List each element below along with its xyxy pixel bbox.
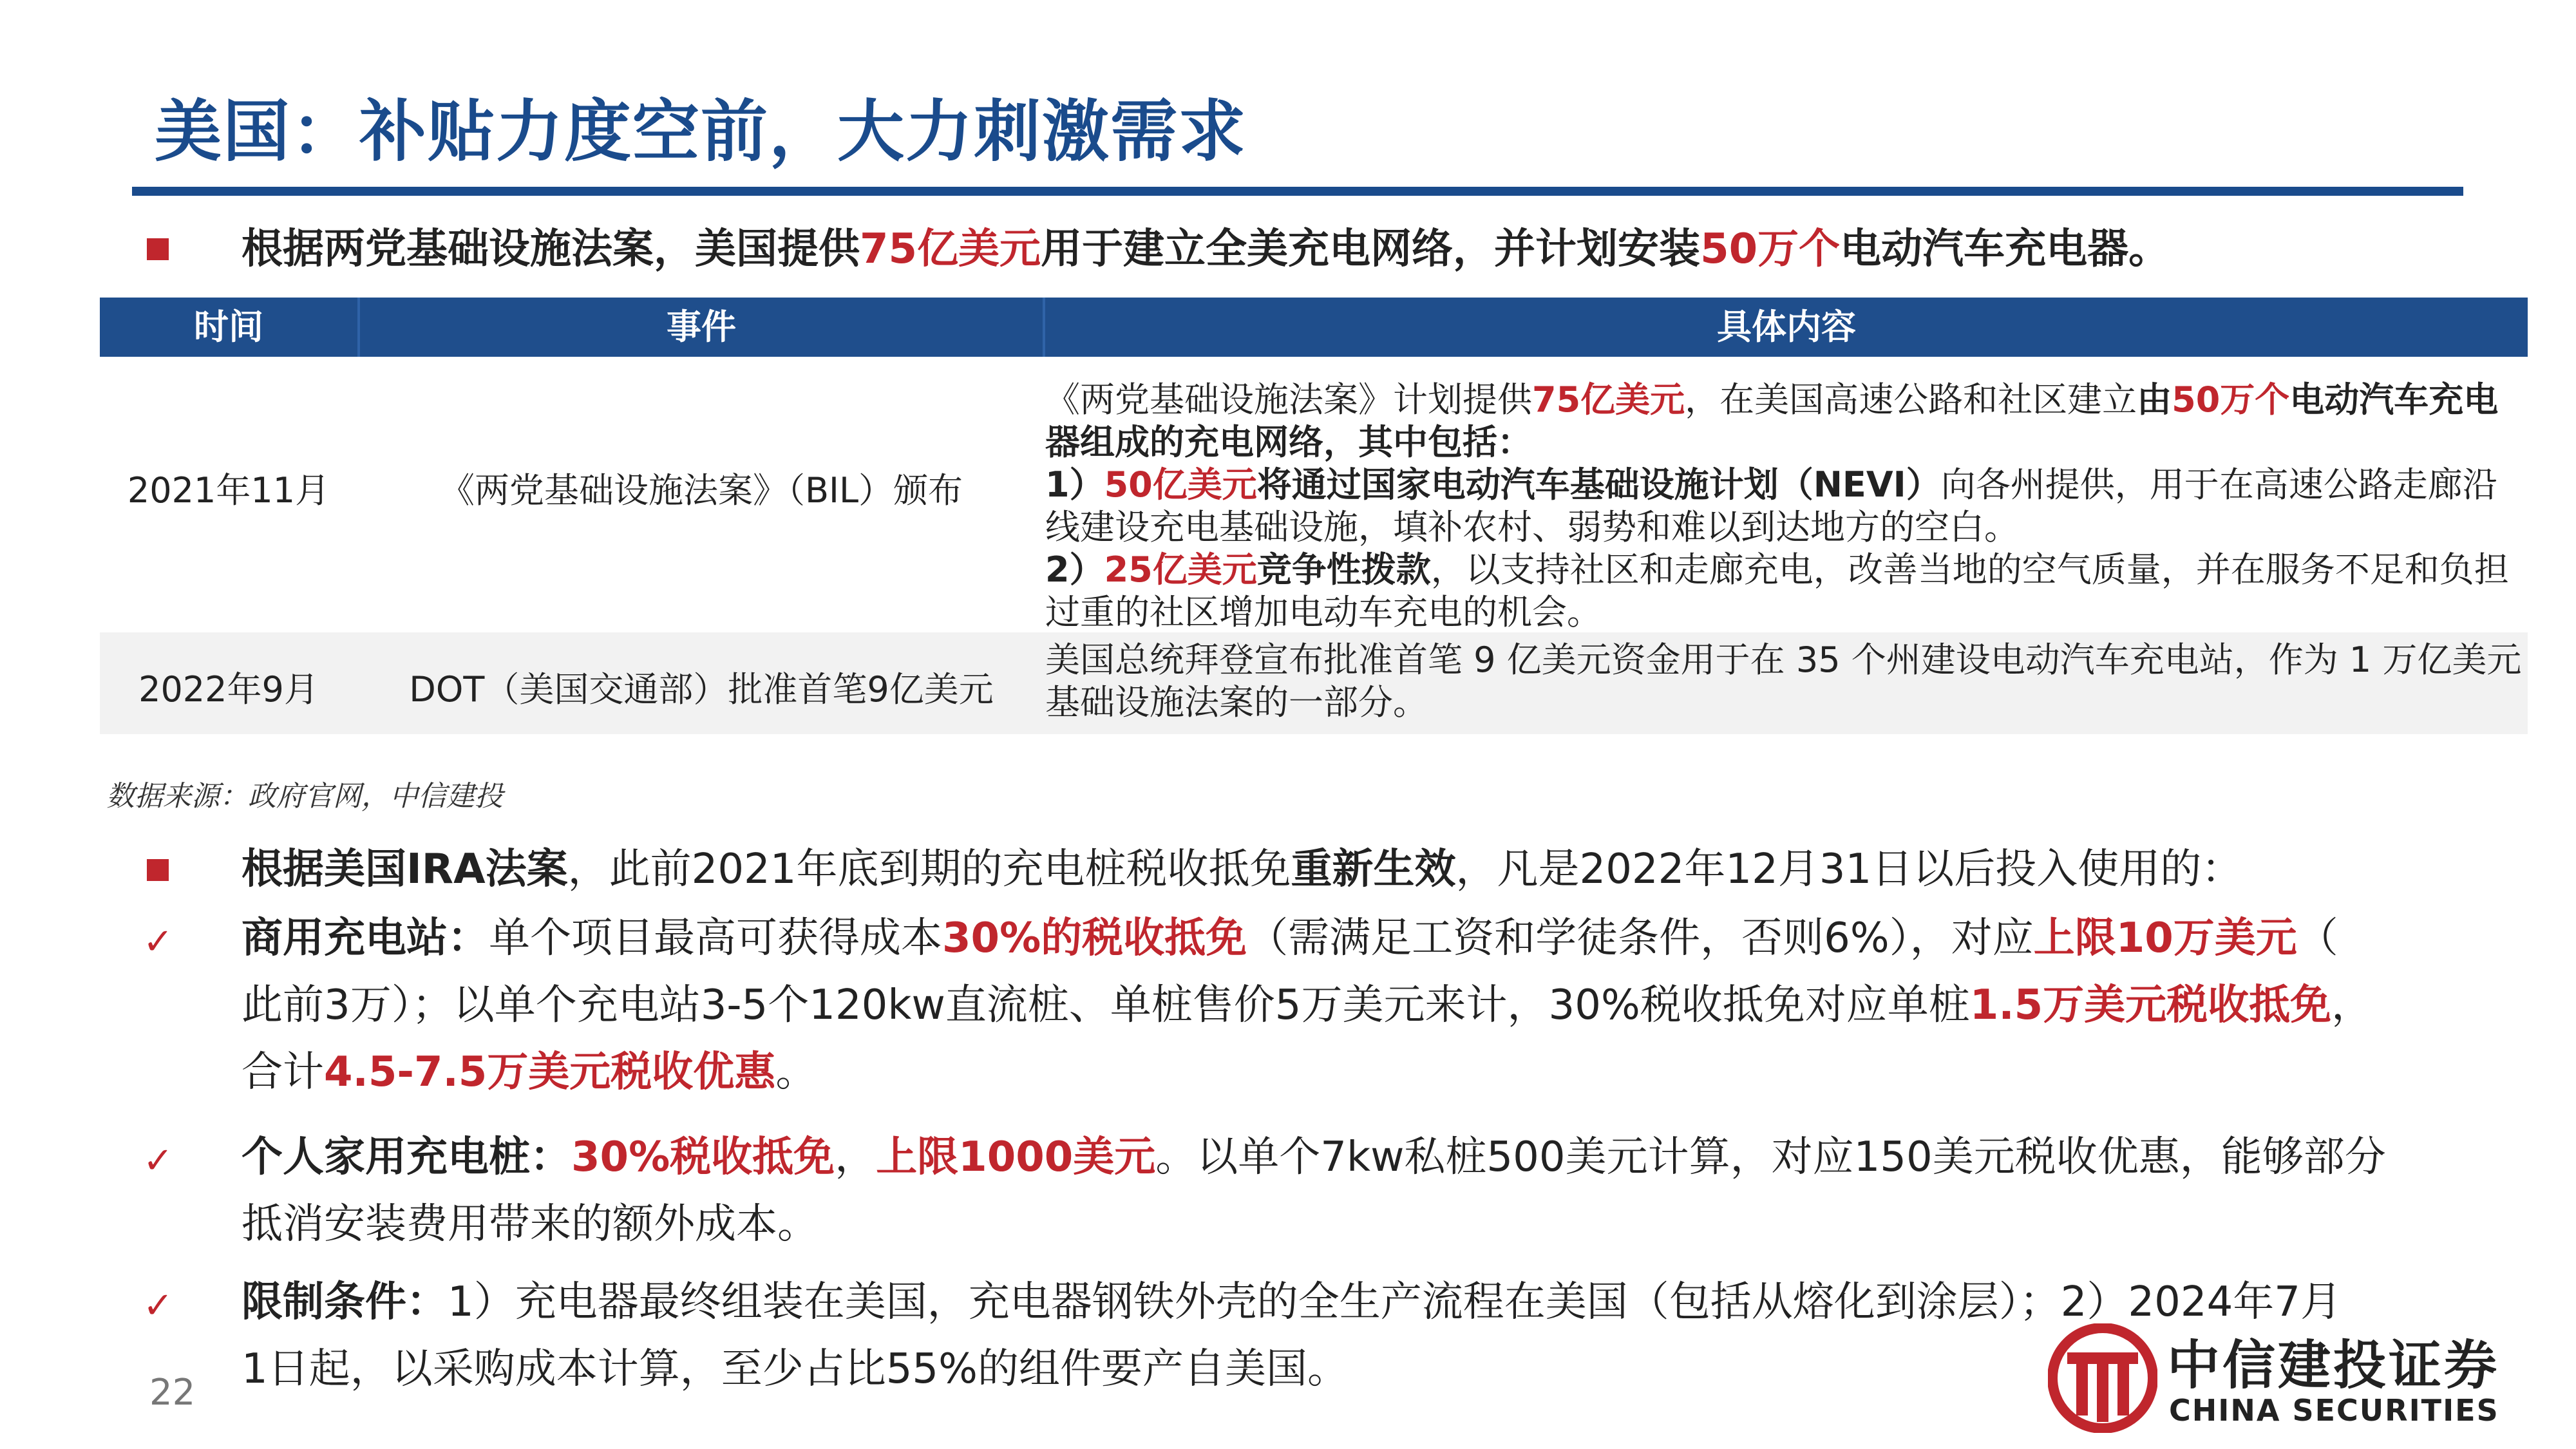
cell-content	[1045, 379, 2526, 634]
check-2-line: 抵消安装费用带来的额外成本。	[242, 1200, 819, 1248]
content-text: 向各州提供，用于在高速公路走廊沿	[1940, 464, 2497, 505]
bullet-1-text	[242, 216, 2170, 283]
bullet-1-highlight-count: 50万个	[1700, 225, 1841, 273]
header-event: 事件	[667, 307, 736, 347]
content-line: 美国总统拜登宣布批准首笔 9 亿美元资金用于在 35 个州建设电动汽车充电站，作为 1 万亿美元	[1045, 639, 2522, 680]
content-line: 过重的社区增加电动车充电的机会。	[1045, 592, 1602, 632]
content-line: 线建设充电基础设施，填补农村、弱势和难以到达地方的空白。	[1045, 507, 2019, 547]
content-highlight: 50亿美元	[1104, 464, 1257, 505]
table-row	[100, 357, 2528, 632]
cell-event: DOT（美国交通部）批准首笔9亿美元	[409, 669, 994, 710]
bullet-1-part: 电动汽车充电器。	[1840, 225, 2170, 273]
check-3-part: 1）充电器最终组装在美国，充电器钢铁外壳的全生产流程在美国（包括从熔化到涂层）；2）2024年7月	[448, 1278, 2342, 1326]
content-bold: 竞争性拨款	[1256, 549, 1431, 590]
check-1-part: （需满足工资和学徒条件，否则6%），对应	[1247, 914, 2034, 962]
content-line	[1045, 464, 2526, 506]
check-2-highlight: 30%税收抵免	[571, 1133, 835, 1181]
logo-chinese-name: 中信建投证券	[2167, 1335, 2500, 1396]
header-content: 具体内容	[1717, 307, 1856, 347]
content-line	[1045, 549, 2526, 591]
check-1-highlight: 上限10万美元	[2033, 914, 2297, 962]
content-line: 基础设施法案的一部分。	[1045, 682, 1428, 723]
checkmark-icon: ✓	[143, 1285, 173, 1327]
page-title: 美国：补贴力度空前，大力刺激需求	[155, 92, 1247, 171]
square-bullet-icon	[147, 859, 169, 881]
check-1-part: 。	[775, 1048, 817, 1096]
content-text: ，在美国高速公路和社区建立	[1685, 379, 2137, 420]
cell-time: 2021年11月	[127, 470, 330, 511]
title-underline	[132, 187, 2463, 196]
content-bold: 将通过国家电动汽车基础设施计划（NEVI）	[1256, 464, 1941, 505]
cell-time: 2022年9月	[138, 669, 319, 710]
content-highlight: 25亿美元	[1104, 549, 1257, 590]
check-1-part: ，	[2331, 981, 2373, 1029]
bullet-2-part: ，此前2021年底到期的充电桩税收抵免	[567, 846, 1291, 893]
company-logo	[2048, 1323, 2500, 1433]
content-line: 器组成的充电网络，其中包括：	[1045, 422, 1532, 462]
content-highlight: 50万个	[2172, 379, 2290, 420]
check-3-line: 1日起，以采购成本计算，至少占比55%的组件要产自美国。	[242, 1345, 1349, 1393]
cell-content	[1045, 639, 2526, 724]
header-time: 时间	[194, 307, 263, 347]
bullet-2-text	[242, 836, 2242, 903]
check-1-line	[242, 972, 2372, 1039]
bullet-2-bold: 重新生效	[1291, 846, 1456, 893]
table-header	[100, 298, 2528, 357]
check-2-part: ，	[835, 1133, 876, 1181]
bullet-1-part: 用于建立全美充电网络，并计划安装	[1041, 225, 1701, 273]
content-bold: 电动汽车充电	[2289, 379, 2499, 420]
check-1-label: 商用充电站：	[242, 914, 489, 962]
check-1-part: 合计	[242, 1048, 324, 1096]
bullet-1-part: 根据两党基础设施法案，美国提供	[242, 225, 860, 273]
check-2-text	[242, 1124, 2386, 1258]
citic-emblem-icon	[2048, 1323, 2157, 1433]
content-text: 《两党基础设施法案》计划提供	[1045, 379, 1532, 420]
bullet-1-highlight-amount: 75亿美元	[860, 225, 1041, 273]
checkmark-icon: ✓	[143, 921, 173, 963]
bullet-2-part: ，凡是2022年12月31日以后投入使用的：	[1455, 846, 2243, 893]
check-1-part: 此前3万）；以单个充电站3-5个120kw直流桩、单桩售价5万美元来计，30%税收抵免对应单桩	[242, 981, 1970, 1029]
check-1-text	[242, 905, 2372, 1106]
check-1-highlight: 30%的税收抵免	[942, 914, 1247, 962]
check-3-line	[242, 1269, 2342, 1336]
check-1-part: （	[2297, 914, 2338, 962]
check-2-highlight: 上限1000美元	[876, 1133, 1156, 1181]
square-bullet-icon	[147, 238, 169, 260]
checkmark-icon: ✓	[143, 1140, 173, 1182]
check-1-line	[242, 905, 2372, 972]
check-1-highlight: 4.5-7.5万美元税收优惠	[324, 1048, 776, 1096]
check-1-line	[242, 1039, 2372, 1106]
check-3-label: 限制条件：	[242, 1278, 448, 1326]
page-number: 22	[149, 1372, 196, 1414]
check-1-part: 单个项目最高可获得成本	[489, 914, 942, 962]
check-2-part: 。以单个7kw私桩500美元计算，对应150美元税收优惠，能够部分	[1155, 1133, 2386, 1181]
check-2-line	[242, 1124, 2386, 1191]
logo-english-name: CHINA SECURITIES	[2169, 1393, 2499, 1428]
content-line	[1045, 379, 2526, 421]
data-source-note: 数据来源：政府官网，中信建投	[106, 780, 503, 813]
bullet-2-bold: 根据美国IRA法案	[242, 846, 568, 893]
content-bold: 由	[2137, 379, 2172, 420]
cell-event: 《两党基础设施法案》（BIL）颁布	[439, 470, 963, 511]
content-bold: 2）	[1045, 549, 1104, 590]
check-3-text	[242, 1269, 2342, 1403]
table-row	[100, 632, 2528, 734]
check-1-highlight: 1.5万美元税收抵免	[1969, 981, 2332, 1029]
content-bold: 1）	[1045, 464, 1104, 505]
content-text: ，以支持社区和走廊充电，改善当地的空气质量，并在服务不足和负担	[1430, 549, 2509, 590]
content-highlight: 75亿美元	[1532, 379, 1685, 420]
check-2-label: 个人家用充电桩：	[242, 1133, 571, 1181]
